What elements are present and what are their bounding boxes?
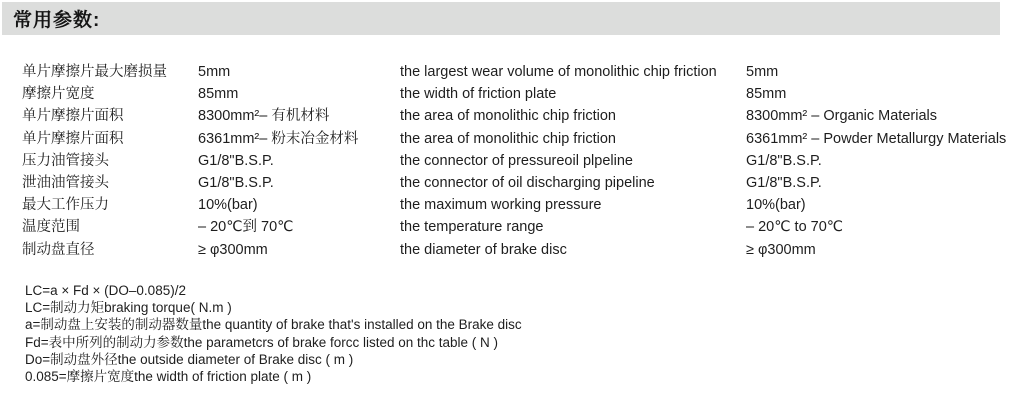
param-label-zh: 泄油油管接头 — [22, 175, 109, 192]
param-value-zh: 85mm — [198, 86, 239, 103]
param-value-zh: – 20℃到 70℃ — [198, 219, 294, 236]
param-value-zh: 6361mm²– 粉末冶金材料 — [198, 130, 359, 147]
section-header-bar — [2, 2, 1000, 35]
param-desc-en: the connector of oil discharging pipeline — [400, 175, 655, 192]
param-label-zh: 最大工作压力 — [22, 197, 109, 214]
formula-notes — [25, 282, 522, 385]
param-desc-en: the width of friction plate — [400, 86, 557, 103]
param-value-en: 8300mm² – Organic Materials — [746, 108, 937, 125]
param-value-en: 10%(bar) — [746, 197, 806, 214]
param-label-zh: 摩擦片宽度 — [22, 86, 95, 103]
formula-line: LC=a × Fd × (DO–0.085)/2 — [25, 283, 186, 298]
param-label-zh: 单片摩擦片面积 — [22, 108, 124, 125]
formula-note-line: a=制动盘上安装的制动器数量the quantity of brake that's installed on the Brake disc — [25, 317, 522, 333]
param-value-zh: 5mm — [198, 64, 231, 80]
param-desc-en: the connector of pressureoil plpeline — [400, 152, 633, 169]
formula-note-line: LC=制动力矩braking torque( N.m ) — [25, 300, 232, 316]
param-value-en: G1/8"B.S.P. — [746, 175, 822, 192]
param-value-en: ≥ φ300mm — [746, 241, 816, 258]
param-value-en: 85mm — [746, 86, 787, 103]
param-desc-en: the area of monolithic chip friction — [400, 130, 616, 147]
formula-note-line: Do=制动盘外径the outside diameter of Brake disc ( m ) — [25, 351, 354, 367]
param-value-zh: G1/8"B.S.P. — [198, 152, 274, 169]
param-value-en: 6361mm² – Powder Metallurgy Materials — [746, 130, 1007, 147]
param-label-zh: 压力油管接头 — [22, 152, 109, 169]
param-value-en: G1/8"B.S.P. — [746, 152, 822, 169]
param-value-zh: G1/8"B.S.P. — [198, 175, 274, 192]
page-title: 常用参数: — [13, 10, 101, 31]
param-value-en: – 20℃ to 70℃ — [746, 219, 844, 236]
formula-note-line: 0.085=摩擦片宽度the width of friction plate ( m ) — [25, 369, 312, 385]
formula-note-line: Fd=表中所列的制动力参数the parametcrs of brake forcc listed on thc table ( N ) — [25, 334, 499, 350]
param-desc-en: the largest wear volume of monolithic chip friction — [400, 64, 717, 80]
param-label-zh: 制动盘直径 — [22, 241, 95, 258]
param-label-zh: 单片摩擦片最大磨损量 — [22, 64, 167, 80]
param-label-zh: 温度范围 — [22, 219, 80, 236]
param-desc-en: the area of monolithic chip friction — [400, 108, 616, 125]
param-value-zh: 8300mm²– 有机材料 — [198, 108, 330, 125]
param-value-en: 5mm — [746, 64, 779, 80]
param-desc-en: the temperature range — [400, 219, 544, 236]
param-desc-en: the maximum working pressure — [400, 197, 602, 214]
param-desc-en: the diameter of brake disc — [400, 241, 567, 258]
param-value-zh: ≥ φ300mm — [198, 241, 268, 258]
param-value-zh: 10%(bar) — [198, 197, 258, 214]
param-label-zh: 单片摩擦片面积 — [22, 130, 124, 147]
parameters-table — [22, 61, 1006, 261]
